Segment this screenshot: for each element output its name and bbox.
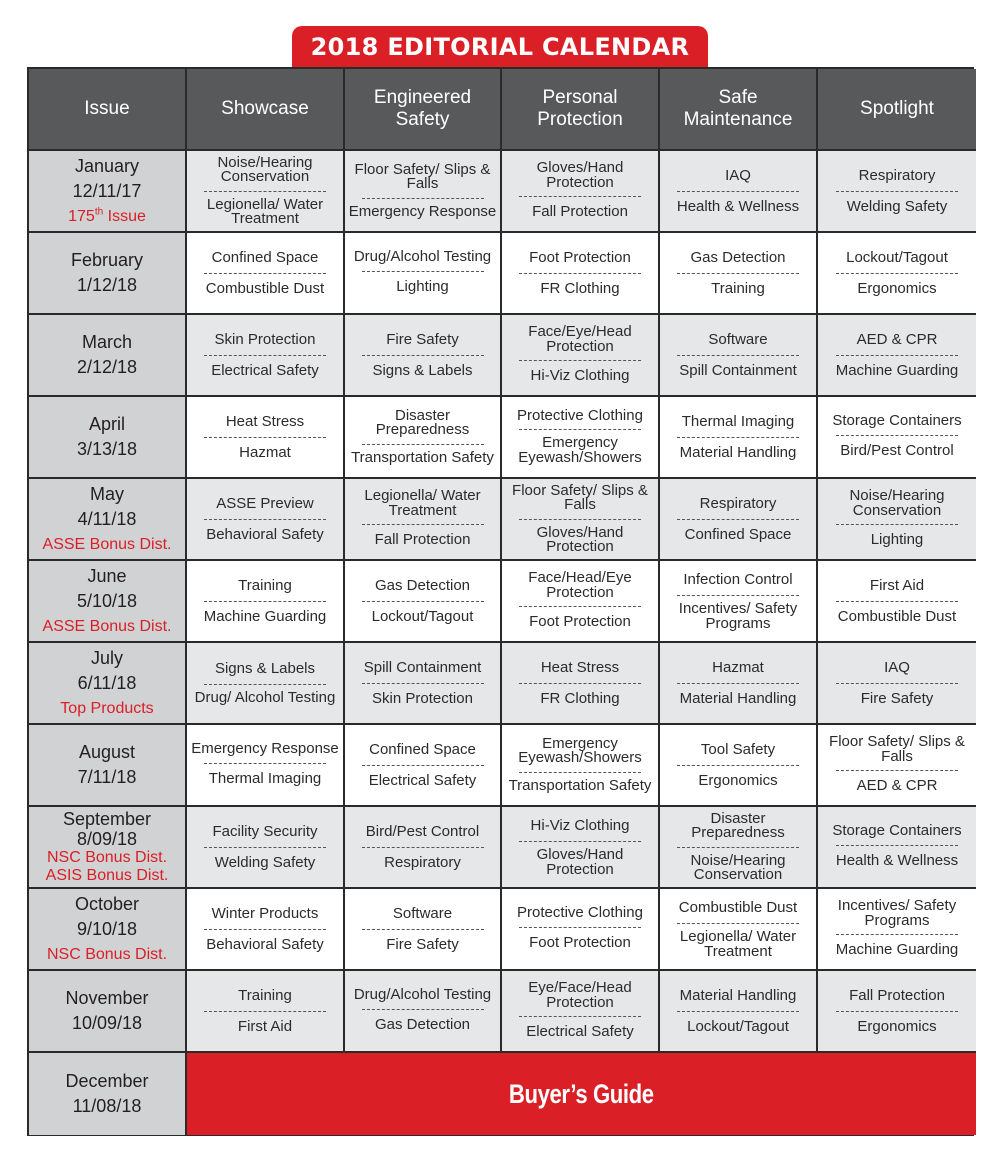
topic-primary: Drug/Alcohol Testing xyxy=(353,248,492,266)
issue-date: 6/11/18 xyxy=(77,672,137,693)
topic-primary: Protective Clothing xyxy=(517,904,643,922)
topic-primary: Disaster Preparedness xyxy=(375,406,470,439)
topic-secondary: Hazmat xyxy=(239,443,291,461)
topic-divider xyxy=(836,524,958,525)
issue-month: October xyxy=(74,893,140,914)
topic-cell-showcase xyxy=(187,725,345,807)
issue-date: 11/08/18 xyxy=(72,1096,142,1116)
topic-divider xyxy=(677,191,799,192)
header-showcase: Showcase xyxy=(187,69,345,151)
topic-cell-personal-protection xyxy=(502,971,660,1053)
topic-divider xyxy=(677,847,799,848)
topic-cell-personal-protection xyxy=(502,643,660,725)
topic-cell-spotlight xyxy=(818,889,976,971)
topic-divider xyxy=(204,191,326,192)
topic-cell-safe-maintenance xyxy=(660,561,818,643)
topic-secondary: Fall Protection xyxy=(374,531,471,548)
issue-date: 8/09/18 xyxy=(76,829,138,849)
issue-date: 2/12/18 xyxy=(76,357,138,377)
issue-cell-april xyxy=(29,397,187,479)
topic-secondary: AED & CPR xyxy=(856,777,938,794)
topic-cell-spotlight xyxy=(818,561,976,643)
issue-month: June xyxy=(87,565,127,586)
topic-cell-personal-protection xyxy=(502,315,660,397)
topic-secondary: Machine Guarding xyxy=(835,941,959,958)
topic-cell-personal-protection xyxy=(502,889,660,971)
topic-cell-safe-maintenance xyxy=(660,971,818,1053)
topic-cell-engineered-safety xyxy=(345,315,502,397)
topic-primary: Respiratory xyxy=(699,494,777,512)
topic-divider xyxy=(519,429,641,430)
header-spotlight: Spotlight xyxy=(818,69,976,151)
topic-divider xyxy=(519,927,641,928)
topic-primary: Fire Safety xyxy=(386,330,459,348)
topic-divider xyxy=(362,271,484,272)
topic-cell-showcase xyxy=(187,479,345,561)
topic-divider xyxy=(836,273,958,274)
issue-note-2: ASIS Bonus Dist. xyxy=(45,867,169,884)
topic-divider xyxy=(677,519,799,520)
topic-cell-showcase xyxy=(187,807,345,889)
topic-divider xyxy=(677,765,799,766)
issue-date: 5/10/18 xyxy=(76,590,138,611)
header-issue: Issue xyxy=(29,69,187,151)
topic-primary: Face/Head/Eye Protection xyxy=(528,569,632,601)
topic-divider xyxy=(204,1011,326,1012)
topic-primary: Thermal Imaging xyxy=(681,412,795,430)
issue-date: 10/09/18 xyxy=(71,1013,143,1033)
topic-primary: Emergency Eyewash/Showers xyxy=(518,734,642,767)
topic-primary: Winter Products xyxy=(211,904,319,922)
topic-secondary: Fall Protection xyxy=(532,203,628,220)
topic-divider xyxy=(204,847,326,848)
topic-secondary: Thermal Imaging xyxy=(208,769,322,787)
topic-primary: Foot Protection xyxy=(529,248,631,266)
topic-secondary: Health & Wellness xyxy=(676,197,800,215)
issue-date: 12/11/17 xyxy=(72,180,142,201)
topic-primary: Heat Stress xyxy=(225,412,305,430)
topic-primary: Confined Space xyxy=(211,248,319,266)
topic-primary: ASSE Preview xyxy=(216,494,314,512)
issue-note: Top Products xyxy=(60,699,154,717)
topic-divider xyxy=(677,923,799,924)
issue-cell-march xyxy=(29,315,187,397)
topic-secondary: Ergonomics xyxy=(857,279,937,297)
issue-cell-june xyxy=(29,561,187,643)
topic-secondary: Noise/Hearing Conservation xyxy=(690,851,786,883)
header-engineered-safety xyxy=(345,69,502,151)
topic-cell-engineered-safety xyxy=(345,971,502,1053)
topic-cell-engineered-safety xyxy=(345,725,502,807)
issue-month: September xyxy=(62,809,152,829)
topic-cell-safe-maintenance xyxy=(660,151,818,233)
topic-primary: Floor Safety/ Slips & Falls xyxy=(512,481,648,513)
issue-date: 9/10/18 xyxy=(76,918,138,939)
topic-divider xyxy=(836,355,958,356)
topic-secondary: Material Handling xyxy=(679,443,797,461)
topic-cell-spotlight xyxy=(818,725,976,807)
topic-primary: Gas Detection xyxy=(374,576,471,594)
topic-primary: Fall Protection xyxy=(849,986,945,1004)
topic-cell-showcase xyxy=(187,889,345,971)
topic-cell-engineered-safety xyxy=(345,479,502,561)
topic-divider xyxy=(677,273,799,274)
topic-cell-engineered-safety xyxy=(345,643,502,725)
topic-secondary: Confined Space xyxy=(684,525,792,543)
topic-divider xyxy=(836,1011,958,1012)
topic-divider xyxy=(519,606,641,607)
topic-secondary: Machine Guarding xyxy=(203,607,327,625)
topic-divider xyxy=(204,355,326,356)
topic-divider xyxy=(677,355,799,356)
topic-primary: IAQ xyxy=(884,658,910,676)
topic-secondary: Behavioral Safety xyxy=(206,525,324,543)
topic-secondary: Ergonomics xyxy=(857,1017,937,1035)
header-safe-maintenance xyxy=(660,69,818,151)
issue-cell-july xyxy=(29,643,187,725)
topic-secondary: Combustible Dust xyxy=(837,607,957,625)
topic-primary: Legionella/ Water Treatment xyxy=(364,487,481,519)
topic-divider xyxy=(836,191,958,192)
topic-primary: Noise/Hearing Conservation xyxy=(849,487,945,519)
header-personal-protection xyxy=(502,69,660,151)
topic-secondary: Legionella/ Water Treatment xyxy=(206,195,324,227)
topic-primary: Lockout/Tagout xyxy=(846,248,948,266)
topic-secondary: Foot Protection xyxy=(529,933,631,951)
topic-divider xyxy=(519,519,641,520)
topic-primary: Floor Safety/ Slips & Falls xyxy=(354,160,491,193)
topic-divider xyxy=(519,360,641,361)
header-label: Safe Maintenance xyxy=(683,87,793,130)
buyers-guide-label: Buyer’s Guide xyxy=(509,1078,654,1109)
topic-cell-showcase xyxy=(187,151,345,233)
topic-secondary: Gloves/Hand Protection xyxy=(536,846,624,878)
topic-secondary: Transportation Safety xyxy=(508,776,652,794)
issue-date: 1/12/18 xyxy=(76,275,138,295)
topic-primary: Combustible Dust xyxy=(678,899,798,916)
calendar-title: 2018 EDITORIAL CALENDAR xyxy=(292,26,708,68)
topic-cell-spotlight xyxy=(818,479,976,561)
topic-cell-spotlight xyxy=(818,233,976,315)
topic-secondary: Ergonomics xyxy=(698,771,778,789)
issue-date: 3/13/18 xyxy=(76,439,138,459)
header-label: Personal Protection xyxy=(537,87,623,130)
topic-divider xyxy=(362,198,484,199)
issue-note: ASSE Bonus Dist. xyxy=(42,535,172,553)
topic-cell-showcase xyxy=(187,971,345,1053)
topic-cell-spotlight xyxy=(818,315,976,397)
topic-primary: Storage Containers xyxy=(832,412,962,430)
issue-month: December xyxy=(65,1071,149,1091)
topic-divider xyxy=(204,601,326,602)
topic-primary: Noise/Hearing Conservation xyxy=(217,153,313,185)
topic-cell-safe-maintenance xyxy=(660,889,818,971)
topic-primary: Storage Containers xyxy=(832,822,962,840)
topic-cell-spotlight xyxy=(818,151,976,233)
topic-cell-showcase xyxy=(187,315,345,397)
topic-divider xyxy=(677,1011,799,1012)
topic-divider xyxy=(519,841,641,842)
topic-divider xyxy=(836,601,958,602)
topic-cell-engineered-safety xyxy=(345,889,502,971)
topic-secondary: Welding Safety xyxy=(214,853,316,871)
topic-primary: Training xyxy=(238,986,292,1004)
issue-note: 175th Issue xyxy=(68,206,146,225)
topic-secondary: Lighting xyxy=(396,277,449,295)
topic-secondary: Foot Protection xyxy=(529,613,631,630)
issue-cell-december xyxy=(29,1053,187,1135)
topic-primary: Gas Detection xyxy=(690,248,786,266)
topic-secondary: Emergency Response xyxy=(348,202,497,220)
topic-divider xyxy=(836,934,958,935)
topic-secondary: Skin Protection xyxy=(372,689,473,707)
topic-divider xyxy=(362,683,484,684)
topic-cell-safe-maintenance xyxy=(660,725,818,807)
topic-primary: IAQ xyxy=(725,166,751,184)
topic-divider xyxy=(677,437,799,438)
issue-cell-may xyxy=(29,479,187,561)
topic-divider xyxy=(362,765,484,766)
topic-cell-personal-protection xyxy=(502,725,660,807)
topic-primary: Floor Safety/ Slips & Falls xyxy=(829,733,965,765)
topic-secondary: Drug/ Alcohol Testing xyxy=(194,689,336,707)
topic-secondary: Lighting xyxy=(870,531,924,548)
issue-month: July xyxy=(90,647,123,668)
topic-primary: Skin Protection xyxy=(214,330,316,348)
topic-cell-engineered-safety xyxy=(345,561,502,643)
topic-cell-engineered-safety xyxy=(345,151,502,233)
topic-secondary: Lockout/Tagout xyxy=(371,607,474,625)
topic-secondary: Incentives/ Safety Programs xyxy=(678,600,798,632)
topic-primary: Protective Clothing xyxy=(517,406,643,424)
issue-cell-october xyxy=(29,889,187,971)
topic-secondary: Signs & Labels xyxy=(372,361,473,379)
topic-secondary: FR Clothing xyxy=(540,279,620,297)
topic-secondary: Fire Safety xyxy=(860,689,934,707)
topic-divider xyxy=(204,929,326,930)
topic-primary: Facility Security xyxy=(212,822,318,840)
topic-cell-safe-maintenance xyxy=(660,233,818,315)
topic-cell-showcase xyxy=(187,233,345,315)
topic-primary: Software xyxy=(392,904,453,922)
topic-primary: Tool Safety xyxy=(700,740,776,758)
topic-divider xyxy=(519,772,641,773)
buyers-guide-banner xyxy=(187,1053,976,1135)
topic-secondary: Welding Safety xyxy=(846,197,948,215)
topic-secondary: Respiratory xyxy=(384,853,461,871)
topic-secondary: Training xyxy=(711,279,765,297)
topic-cell-safe-maintenance xyxy=(660,643,818,725)
topic-divider xyxy=(362,524,484,525)
topic-divider xyxy=(836,683,958,684)
topic-divider xyxy=(836,845,958,846)
issue-month: January xyxy=(74,155,140,176)
topic-cell-engineered-safety xyxy=(345,233,502,315)
issue-cell-january xyxy=(29,151,187,233)
issue-note: NSC Bonus Dist. xyxy=(46,849,168,866)
topic-secondary: Hi-Viz Clothing xyxy=(530,367,630,384)
topic-divider xyxy=(677,683,799,684)
topic-cell-personal-protection xyxy=(502,807,660,889)
issue-cell-august xyxy=(29,725,187,807)
issue-month: February xyxy=(70,250,144,270)
topic-divider xyxy=(362,601,484,602)
topic-secondary: Spill Containment xyxy=(679,361,797,379)
topic-secondary: Gloves/Hand Protection xyxy=(536,523,624,555)
issue-date: 7/11/18 xyxy=(77,767,137,787)
issue-month: May xyxy=(89,483,124,504)
topic-divider xyxy=(362,444,484,445)
topic-divider xyxy=(362,929,484,930)
topic-divider xyxy=(362,355,484,356)
issue-date: 4/11/18 xyxy=(77,508,137,529)
topic-cell-showcase xyxy=(187,397,345,479)
topic-primary: Face/Eye/Head Protection xyxy=(528,323,632,355)
topic-divider xyxy=(836,435,958,436)
topic-primary: Hazmat xyxy=(712,658,764,676)
issue-month: August xyxy=(78,742,136,762)
topic-primary: Confined Space xyxy=(369,740,476,758)
topic-primary: Spill Containment xyxy=(363,658,482,676)
topic-primary: AED & CPR xyxy=(856,330,938,348)
topic-divider xyxy=(362,847,484,848)
topic-secondary: Emergency Eyewash/Showers xyxy=(518,434,642,466)
topic-secondary: Electrical Safety xyxy=(368,771,477,789)
issue-month: November xyxy=(65,988,149,1008)
topic-cell-safe-maintenance xyxy=(660,397,818,479)
topic-cell-personal-protection xyxy=(502,397,660,479)
topic-primary: Hi-Viz Clothing xyxy=(530,817,630,834)
topic-primary: Material Handling xyxy=(679,986,797,1004)
topic-cell-personal-protection xyxy=(502,151,660,233)
topic-divider xyxy=(519,196,641,197)
topic-cell-spotlight xyxy=(818,397,976,479)
topic-primary: Bird/Pest Control xyxy=(365,822,480,840)
topic-secondary: Health & Wellness xyxy=(835,851,959,869)
topic-secondary: Bird/Pest Control xyxy=(840,441,954,459)
topic-divider xyxy=(204,763,326,764)
topic-cell-safe-maintenance xyxy=(660,479,818,561)
topic-divider xyxy=(204,437,326,438)
topic-secondary: Electrical Safety xyxy=(211,361,319,379)
header-label: Engineered Safety xyxy=(373,87,472,130)
topic-divider xyxy=(677,595,799,596)
topic-secondary: Material Handling xyxy=(679,689,797,707)
issue-cell-february xyxy=(29,233,187,315)
topic-cell-personal-protection xyxy=(502,479,660,561)
topic-divider xyxy=(519,1016,641,1017)
topic-primary: Disaster Preparedness xyxy=(691,809,785,841)
topic-secondary: Behavioral Safety xyxy=(206,935,324,953)
topic-divider xyxy=(204,273,326,274)
topic-secondary: Gas Detection xyxy=(374,1015,471,1033)
topic-primary: Incentives/ Safety Programs xyxy=(837,897,957,929)
topic-cell-personal-protection xyxy=(502,233,660,315)
topic-secondary: Electrical Safety xyxy=(526,1023,634,1040)
topic-cell-showcase xyxy=(187,643,345,725)
topic-cell-personal-protection xyxy=(502,561,660,643)
topic-secondary: Machine Guarding xyxy=(835,361,959,379)
issue-note: ASSE Bonus Dist. xyxy=(42,617,172,635)
topic-secondary: Transportation Safety xyxy=(351,448,494,466)
editorial-calendar-table xyxy=(27,67,974,1136)
topic-primary: Signs & Labels xyxy=(214,660,316,678)
issue-note: NSC Bonus Dist. xyxy=(46,945,168,963)
topic-primary: Heat Stress xyxy=(540,658,620,676)
issue-month: March xyxy=(81,332,132,352)
topic-primary: Gloves/Hand Protection xyxy=(536,159,624,191)
topic-cell-safe-maintenance xyxy=(660,807,818,889)
topic-cell-engineered-safety xyxy=(345,807,502,889)
topic-cell-showcase xyxy=(187,561,345,643)
topic-primary: Software xyxy=(708,330,768,348)
topic-primary: First Aid xyxy=(869,576,925,594)
topic-secondary: Lockout/Tagout xyxy=(687,1017,789,1035)
issue-cell-september xyxy=(29,807,187,889)
topic-divider xyxy=(204,519,326,520)
topic-primary: Training xyxy=(238,576,292,594)
topic-divider xyxy=(519,683,641,684)
topic-divider xyxy=(519,273,641,274)
topic-secondary: FR Clothing xyxy=(540,689,620,707)
topic-primary: Drug/Alcohol Testing xyxy=(353,986,492,1004)
topic-secondary: Combustible Dust xyxy=(205,279,325,297)
topic-secondary: Fire Safety xyxy=(386,935,459,953)
topic-primary: Eye/Face/Head Protection xyxy=(528,979,632,1011)
issue-month: April xyxy=(88,414,125,434)
topic-cell-safe-maintenance xyxy=(660,315,818,397)
topic-cell-spotlight xyxy=(818,807,976,889)
topic-secondary: Legionella/ Water Treatment xyxy=(679,928,797,960)
topic-primary: Respiratory xyxy=(858,166,936,184)
topic-cell-engineered-safety xyxy=(345,397,502,479)
topic-primary: Emergency Response xyxy=(191,740,339,758)
issue-cell-november xyxy=(29,971,187,1053)
topic-secondary: First Aid xyxy=(237,1017,293,1035)
topic-cell-spotlight xyxy=(818,643,976,725)
topic-divider xyxy=(204,684,326,685)
topic-cell-spotlight xyxy=(818,971,976,1053)
topic-primary: Infection Control xyxy=(683,571,793,588)
topic-divider xyxy=(836,770,958,771)
topic-divider xyxy=(362,1009,484,1010)
